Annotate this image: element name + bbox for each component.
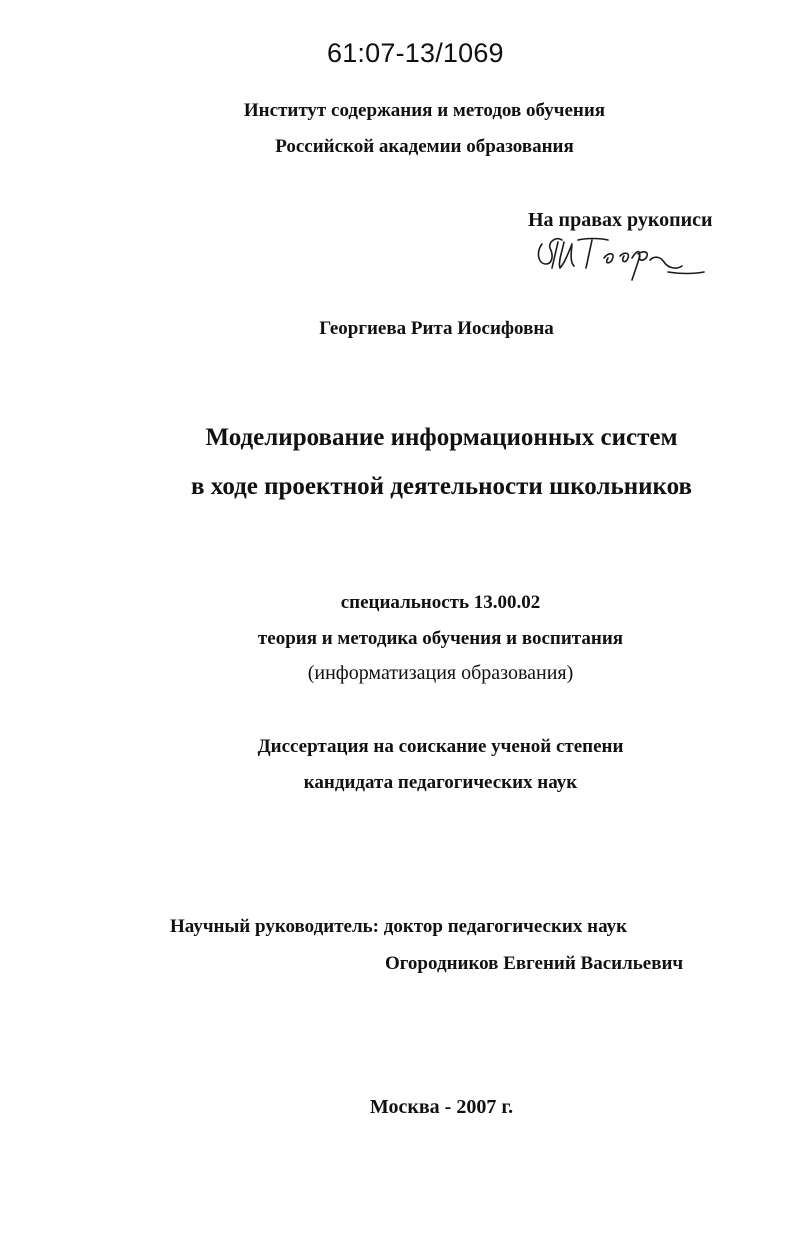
city-year: Москва - 2007 г. [369, 1096, 514, 1118]
handwritten-signature [528, 228, 713, 290]
institution-line-2: Российской академии образования [275, 136, 574, 157]
manuscript-note: На правах рукописи [528, 209, 713, 231]
author-name: Георгиева Рита Иосифовна [319, 318, 554, 339]
dissertation-title-line-2: в ходе проектной деятельности школьников [191, 473, 692, 500]
specialty-code: специальность 13.00.02 [340, 592, 541, 613]
advisor-title: Научный руководитель: доктор педагогических наук [170, 916, 628, 937]
specialty-name: теория и методика обучения и воспитания [257, 628, 624, 649]
institution-line-1: Институт содержания и методов обучения [243, 100, 606, 121]
dissertation-title-line-1: Моделирование информационных систем [205, 424, 678, 451]
document-code: 61:07-13/1069 [327, 38, 504, 68]
specialty-subfield: (информатизация образования) [307, 662, 574, 684]
advisor-name: Огородников Евгений Васильевич [385, 953, 684, 974]
degree-line-2: кандидата педагогических наук [303, 772, 578, 793]
degree-line-1: Диссертация на соискание ученой степени [257, 736, 624, 757]
